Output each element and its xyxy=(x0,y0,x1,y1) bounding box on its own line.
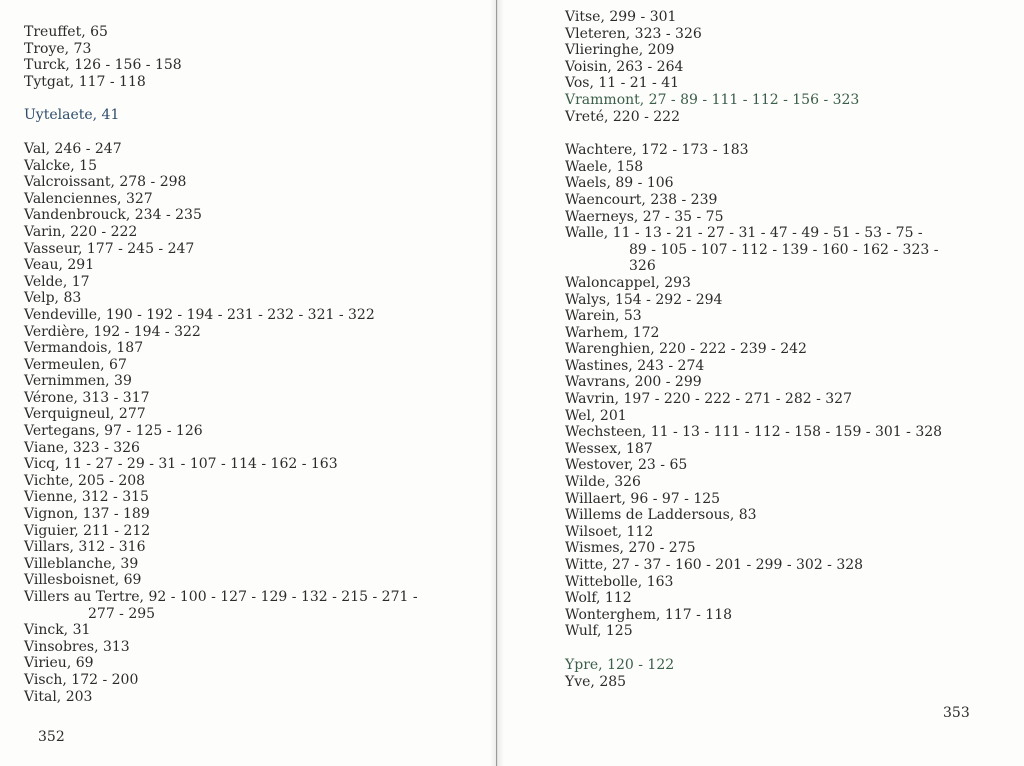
right-index-list xyxy=(565,9,942,690)
index-entry: Villesboisnet, 69 xyxy=(24,572,142,589)
index-entry: Wavrin, 197 - 220 - 222 - 271 - 282 - 327 xyxy=(565,391,852,408)
index-entry: Witte, 27 - 37 - 160 - 201 - 299 - 302 - 328 xyxy=(565,557,864,573)
index-entry-continuation: 89 - 105 - 107 - 112 - 139 - 160 - 162 - 323 - xyxy=(629,241,939,258)
index-entry: Vrammont, 27 - 89 - 111 - 112 - 156 - 323 xyxy=(565,91,860,108)
index-entry: Villers au Tertre, 92 - 100 - 127 - 129 - 132 - 215 - 271 - xyxy=(24,589,418,605)
index-entry: Wavrans, 200 - 299 xyxy=(565,374,702,391)
index-entry: Verquigneul, 277 xyxy=(24,406,146,423)
index-entry: Waele, 158 xyxy=(565,158,644,175)
index-entry: Wechsteen, 11 - 13 - 111 - 112 - 158 - 159 - 301 - 328 xyxy=(565,424,943,441)
index-entry: Vital, 203 xyxy=(24,688,93,705)
index-entry: Velp, 83 xyxy=(24,290,82,307)
left-index-list xyxy=(24,24,418,705)
index-entry: Willems de Laddersous, 83 xyxy=(565,507,757,524)
index-entry: Waloncappel, 293 xyxy=(565,274,691,291)
index-entry: Waencourt, 238 - 239 xyxy=(565,191,718,208)
index-entry: Vitse, 299 - 301 xyxy=(565,9,677,25)
index-entry: Veau, 291 xyxy=(24,257,95,274)
index-entry: Troye, 73 xyxy=(24,40,92,57)
index-entry: Wolf, 112 xyxy=(565,590,632,607)
index-entry: Viane, 323 - 326 xyxy=(24,439,140,456)
section-gap xyxy=(565,640,942,657)
index-entry: Walle, 11 - 13 - 21 - 27 - 31 - 47 - 49 - 51 - 53 - 75 - xyxy=(565,225,923,242)
index-entry: Vos, 11 - 21 - 41 xyxy=(565,75,680,92)
right-page xyxy=(506,0,1024,766)
index-entry: Vinsobres, 313 xyxy=(24,638,130,655)
index-entry: Wessex, 187 xyxy=(565,440,653,457)
index-entry: Warhem, 172 xyxy=(565,324,660,341)
index-entry: Walys, 154 - 292 - 294 xyxy=(565,291,723,308)
index-entry: Treuffet, 65 xyxy=(24,24,108,40)
index-entry: Voisin, 263 - 264 xyxy=(565,58,684,75)
index-entry: Vasseur, 177 - 245 - 247 xyxy=(24,240,195,257)
index-entry: Wulf, 125 xyxy=(565,623,633,640)
index-entry: Uytelaete, 41 xyxy=(24,107,120,124)
book-gutter-shadow xyxy=(490,0,504,766)
index-entry: Virieu, 69 xyxy=(24,655,94,672)
index-entry: Wel, 201 xyxy=(565,407,627,424)
index-entry: Vichte, 205 - 208 xyxy=(24,472,146,489)
index-entry: Val, 246 - 247 xyxy=(24,140,122,157)
book-spine-line xyxy=(496,0,497,766)
index-entry: Valcroissant, 278 - 298 xyxy=(24,174,187,191)
index-entry: Vernimmen, 39 xyxy=(24,373,132,390)
index-entry: Waerneys, 27 - 35 - 75 xyxy=(565,208,724,225)
left-page xyxy=(0,0,488,766)
index-entry: Vérone, 313 - 317 xyxy=(24,389,150,406)
index-entry: Verdière, 192 - 194 - 322 xyxy=(24,323,201,340)
index-entry: Yve, 285 xyxy=(565,673,627,690)
index-entry: Waels, 89 - 106 xyxy=(565,175,674,192)
index-entry: Vinck, 31 xyxy=(24,622,91,639)
index-entry: Wilsoet, 112 xyxy=(565,523,654,540)
index-entry: Vermeulen, 67 xyxy=(24,356,127,373)
index-entry: Ypre, 120 - 122 xyxy=(565,656,675,673)
index-entry: Tytgat, 117 - 118 xyxy=(24,73,146,90)
index-entry: Wismes, 270 - 275 xyxy=(565,540,696,557)
index-entry: Warenghien, 220 - 222 - 239 - 242 xyxy=(565,341,807,358)
index-entry: Varin, 220 - 222 xyxy=(24,223,138,240)
index-entry: Valcke, 15 xyxy=(24,157,97,174)
index-entry: Vlieringhe, 209 xyxy=(565,42,675,59)
index-entry: Wilde, 326 xyxy=(565,474,641,491)
index-entry: Wittebolle, 163 xyxy=(565,573,674,590)
index-entry: Vicq, 11 - 27 - 29 - 31 - 107 - 114 - 162 - 163 xyxy=(24,456,338,473)
index-entry: Villars, 312 - 316 xyxy=(24,539,146,556)
index-entry: Visch, 172 - 200 xyxy=(24,671,139,688)
index-entry: Wachtere, 172 - 173 - 183 xyxy=(565,142,749,159)
section-gap xyxy=(24,124,418,141)
index-entry: Westover, 23 - 65 xyxy=(565,457,688,474)
index-entry: Vienne, 312 - 315 xyxy=(24,489,149,506)
index-entry: Wastines, 243 - 274 xyxy=(565,357,705,374)
right-page-number: 353 xyxy=(943,705,970,721)
index-entry-continuation: 277 - 295 xyxy=(88,605,156,622)
left-page-number: 352 xyxy=(38,729,65,745)
index-entry: Vandenbrouck, 234 - 235 xyxy=(24,207,202,224)
index-entry: Vreté, 220 - 222 xyxy=(565,108,680,125)
index-entry: Willaert, 96 - 97 - 125 xyxy=(565,490,721,507)
index-entry: Turck, 126 - 156 - 158 xyxy=(24,57,182,74)
index-entry: Vleteren, 323 - 326 xyxy=(565,25,702,42)
section-gap xyxy=(565,125,942,142)
section-gap xyxy=(24,90,418,107)
index-entry: Vertegans, 97 - 125 - 126 xyxy=(24,423,203,440)
index-entry: Viguier, 211 - 212 xyxy=(24,522,151,539)
index-entry: Velde, 17 xyxy=(24,273,90,290)
index-entry: Warein, 53 xyxy=(565,308,642,325)
index-entry: Wonterghem, 117 - 118 xyxy=(565,606,733,623)
index-entry: Villeblanche, 39 xyxy=(24,555,139,572)
index-entry-continuation: 326 xyxy=(629,258,656,275)
index-entry: Vendeville, 190 - 192 - 194 - 231 - 232 - 321 - 322 xyxy=(24,306,375,323)
index-entry: Valenciennes, 327 xyxy=(24,190,153,207)
index-entry: Vermandois, 187 xyxy=(24,340,144,357)
index-entry: Vignon, 137 - 189 xyxy=(24,506,150,523)
